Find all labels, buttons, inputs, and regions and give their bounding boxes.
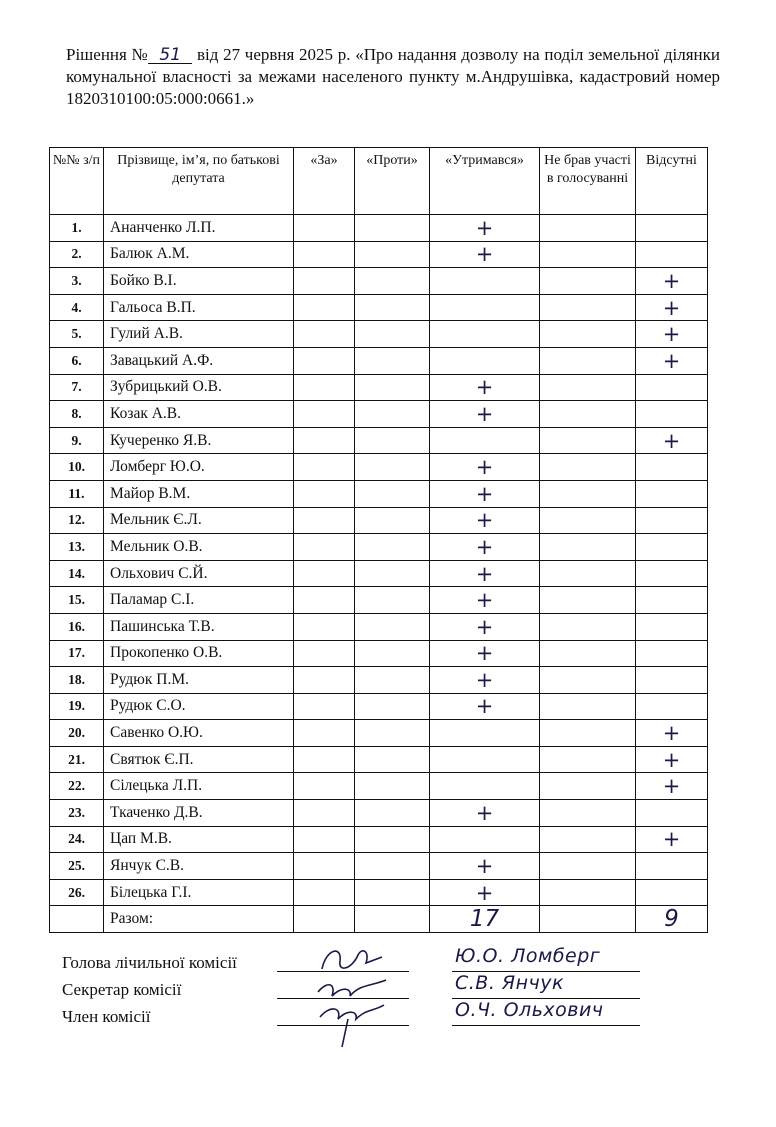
- vote-mark: +: [475, 401, 494, 426]
- row-number: 22.: [50, 773, 104, 800]
- vote-mark: +: [475, 694, 494, 719]
- row-number: 11.: [50, 480, 104, 507]
- vote-mark: +: [475, 215, 494, 240]
- vote-cell-against: [355, 613, 430, 640]
- vote-cell-for: [294, 374, 355, 401]
- vote-mark: +: [475, 641, 494, 666]
- vote-cell-for: [294, 853, 355, 880]
- row-number: 7.: [50, 374, 104, 401]
- vote-cell-for: [294, 640, 355, 667]
- vote-cell-against: [355, 241, 430, 268]
- vote-cell-against: [355, 746, 430, 773]
- vote-cell-not-voted: [540, 693, 636, 720]
- vote-cell-abstained: [430, 401, 540, 428]
- signed-name: Ю.О. Ломберг: [455, 945, 601, 967]
- row-number: 17.: [50, 640, 104, 667]
- row-number: 16.: [50, 613, 104, 640]
- deputy-name: Білецька Г.І.: [104, 879, 294, 906]
- vote-cell-absent: [636, 667, 708, 694]
- vote-cell-against: [355, 879, 430, 906]
- total-row: [50, 906, 708, 933]
- vote-cell-abstained: [430, 853, 540, 880]
- table-row: [50, 401, 708, 428]
- vote-mark: +: [475, 614, 494, 639]
- vote-mark: +: [475, 481, 494, 506]
- counting-commission: [62, 945, 722, 1073]
- vote-cell-not-voted: [540, 427, 636, 454]
- vote-cell-for: [294, 587, 355, 614]
- table-row: [50, 294, 708, 321]
- deputy-name: Ананченко Л.П.: [104, 215, 294, 242]
- vote-cell-abstained: [430, 746, 540, 773]
- vote-cell-not-voted: [540, 587, 636, 614]
- vote-cell-not-voted: [540, 401, 636, 428]
- total-against: [355, 906, 430, 933]
- vote-mark: +: [662, 322, 681, 347]
- header-against: «Проти»: [355, 148, 430, 215]
- commission-row-member: [62, 999, 722, 1031]
- vote-cell-abstained: [430, 427, 540, 454]
- vote-mark: +: [662, 348, 681, 373]
- vote-cell-not-voted: [540, 241, 636, 268]
- table-row: [50, 454, 708, 481]
- table-row: [50, 587, 708, 614]
- table-row: [50, 853, 708, 880]
- table-row: [50, 746, 708, 773]
- row-number: 9.: [50, 427, 104, 454]
- vote-cell-against: [355, 667, 430, 694]
- total-absent: 9: [636, 906, 708, 933]
- header-abstained: «Утримався»: [430, 148, 540, 215]
- vote-cell-absent: [636, 746, 708, 773]
- vote-cell-for: [294, 268, 355, 295]
- vote-cell-for: [294, 401, 355, 428]
- vote-cell-absent: [636, 773, 708, 800]
- table-row: [50, 560, 708, 587]
- vote-cell-against: [355, 215, 430, 242]
- vote-cell-for: [294, 667, 355, 694]
- deputy-name: Рудюк С.О.: [104, 693, 294, 720]
- deputy-name: Майор В.М.: [104, 480, 294, 507]
- table-row: [50, 800, 708, 827]
- vote-cell-absent: [636, 560, 708, 587]
- row-number: 20.: [50, 720, 104, 747]
- deputy-name: Бойко В.І.: [104, 268, 294, 295]
- vote-cell-not-voted: [540, 773, 636, 800]
- table-row: [50, 268, 708, 295]
- vote-cell-for: [294, 826, 355, 853]
- vote-cell-for: [294, 480, 355, 507]
- total-abstained: 17: [430, 906, 540, 933]
- vote-cell-against: [355, 800, 430, 827]
- vote-cell-for: [294, 534, 355, 561]
- vote-cell-for: [294, 613, 355, 640]
- vote-cell-absent: [636, 294, 708, 321]
- table-row: [50, 427, 708, 454]
- deputy-name: Балюк А.М.: [104, 241, 294, 268]
- vote-cell-against: [355, 773, 430, 800]
- row-number: 6.: [50, 347, 104, 374]
- vote-cell-not-voted: [540, 374, 636, 401]
- vote-cell-not-voted: [540, 480, 636, 507]
- voting-table: [49, 147, 708, 933]
- vote-cell-absent: [636, 401, 708, 428]
- table-row: [50, 640, 708, 667]
- table-row: [50, 826, 708, 853]
- vote-cell-abstained: [430, 640, 540, 667]
- vote-cell-for: [294, 879, 355, 906]
- table-row: [50, 720, 708, 747]
- vote-cell-not-voted: [540, 347, 636, 374]
- vote-cell-abstained: [430, 826, 540, 853]
- vote-cell-for: [294, 560, 355, 587]
- commission-role: Голова лічильної комісії: [62, 953, 237, 972]
- vote-cell-absent: [636, 879, 708, 906]
- vote-mark: +: [662, 747, 681, 772]
- table-row: [50, 241, 708, 268]
- row-number: 26.: [50, 879, 104, 906]
- vote-cell-abstained: [430, 773, 540, 800]
- vote-cell-not-voted: [540, 215, 636, 242]
- vote-cell-against: [355, 534, 430, 561]
- signature-mark: [312, 993, 392, 1049]
- row-number: 1.: [50, 215, 104, 242]
- row-number: 21.: [50, 746, 104, 773]
- table-row: [50, 480, 708, 507]
- vote-cell-for: [294, 215, 355, 242]
- vote-cell-not-voted: [540, 507, 636, 534]
- vote-cell-absent: [636, 853, 708, 880]
- decision-header: [66, 44, 720, 110]
- vote-cell-not-voted: [540, 800, 636, 827]
- vote-cell-not-voted: [540, 826, 636, 853]
- vote-cell-not-voted: [540, 321, 636, 348]
- vote-cell-for: [294, 800, 355, 827]
- vote-cell-absent: [636, 215, 708, 242]
- vote-cell-against: [355, 720, 430, 747]
- vote-cell-absent: [636, 480, 708, 507]
- vote-cell-absent: [636, 587, 708, 614]
- deputy-name: Козак А.В.: [104, 401, 294, 428]
- vote-mark: +: [662, 774, 681, 799]
- vote-cell-absent: [636, 374, 708, 401]
- vote-cell-not-voted: [540, 667, 636, 694]
- table-header-row: [50, 148, 708, 215]
- vote-cell-abstained: [430, 560, 540, 587]
- table-row: [50, 879, 708, 906]
- deputy-name: Гальоса В.П.: [104, 294, 294, 321]
- vote-cell-abstained: [430, 693, 540, 720]
- vote-mark: +: [475, 508, 494, 533]
- vote-cell-for: [294, 720, 355, 747]
- decision-number: 51: [148, 47, 192, 64]
- header-absent: Відсутні: [636, 148, 708, 215]
- vote-cell-against: [355, 826, 430, 853]
- vote-cell-absent: [636, 268, 708, 295]
- deputy-name: Ольхович С.Й.: [104, 560, 294, 587]
- vote-cell-against: [355, 374, 430, 401]
- vote-cell-for: [294, 321, 355, 348]
- vote-cell-absent: [636, 613, 708, 640]
- vote-cell-absent: [636, 507, 708, 534]
- vote-mark: +: [475, 561, 494, 586]
- row-number: 15.: [50, 587, 104, 614]
- total-not-voted: [540, 906, 636, 933]
- deputy-name: Мельник О.В.: [104, 534, 294, 561]
- vote-cell-against: [355, 640, 430, 667]
- total-empty-cell: [50, 906, 104, 933]
- vote-cell-against: [355, 268, 430, 295]
- vote-mark: +: [475, 375, 494, 400]
- vote-cell-absent: [636, 640, 708, 667]
- row-number: 24.: [50, 826, 104, 853]
- vote-cell-abstained: [430, 800, 540, 827]
- vote-cell-absent: [636, 454, 708, 481]
- deputy-name: Янчук С.В.: [104, 853, 294, 880]
- table-row: [50, 347, 708, 374]
- name-line: [452, 1025, 640, 1026]
- deputy-name: Пашинська Т.В.: [104, 613, 294, 640]
- deputy-name: Паламар С.І.: [104, 587, 294, 614]
- deputy-name: Зубрицький О.В.: [104, 374, 294, 401]
- row-number: 10.: [50, 454, 104, 481]
- header-not-voted: Не брав участі в голосуванні: [540, 148, 636, 215]
- vote-cell-abstained: [430, 507, 540, 534]
- vote-cell-for: [294, 347, 355, 374]
- vote-cell-not-voted: [540, 720, 636, 747]
- commission-row-secretary: [62, 972, 722, 1004]
- commission-role: Секретар комісії: [62, 980, 182, 999]
- row-number: 2.: [50, 241, 104, 268]
- decision-prefix: Рішення №: [66, 45, 149, 64]
- vote-cell-absent: [636, 693, 708, 720]
- row-number: 5.: [50, 321, 104, 348]
- deputy-name: Цап М.В.: [104, 826, 294, 853]
- vote-mark: +: [475, 854, 494, 879]
- vote-mark: +: [662, 827, 681, 852]
- vote-cell-against: [355, 454, 430, 481]
- header-for: «За»: [294, 148, 355, 215]
- vote-cell-absent: [636, 534, 708, 561]
- vote-cell-abstained: [430, 347, 540, 374]
- vote-mark: +: [662, 295, 681, 320]
- table-row: [50, 321, 708, 348]
- vote-cell-not-voted: [540, 454, 636, 481]
- total-for: [294, 906, 355, 933]
- table-row: [50, 534, 708, 561]
- vote-cell-not-voted: [540, 853, 636, 880]
- row-number: 23.: [50, 800, 104, 827]
- vote-cell-abstained: [430, 613, 540, 640]
- vote-cell-abstained: [430, 294, 540, 321]
- vote-cell-for: [294, 746, 355, 773]
- commission-row-chair: [62, 945, 722, 977]
- table-row: [50, 613, 708, 640]
- vote-mark: +: [662, 268, 681, 293]
- vote-mark: +: [475, 880, 494, 905]
- signed-name: О.Ч. Ольхович: [455, 999, 604, 1021]
- vote-cell-absent: [636, 241, 708, 268]
- deputy-name: Мельник Є.Л.: [104, 507, 294, 534]
- decision-text: від 27 червня 2025 р. «Про надання дозволу на поділ земельної ділянки комунальної власності за межами населеного пункту м.Андрушівка, кадастровий номер 1820310100:05:000:0661.»: [66, 45, 720, 108]
- vote-cell-not-voted: [540, 560, 636, 587]
- vote-cell-abstained: [430, 667, 540, 694]
- row-number: 8.: [50, 401, 104, 428]
- vote-mark: +: [475, 667, 494, 692]
- table-row: [50, 667, 708, 694]
- row-number: 14.: [50, 560, 104, 587]
- deputy-name: Кучеренко Я.В.: [104, 427, 294, 454]
- vote-cell-against: [355, 347, 430, 374]
- vote-cell-absent: [636, 321, 708, 348]
- vote-cell-abstained: [430, 587, 540, 614]
- vote-cell-not-voted: [540, 534, 636, 561]
- vote-mark: +: [475, 242, 494, 267]
- vote-cell-against: [355, 321, 430, 348]
- vote-cell-for: [294, 507, 355, 534]
- vote-cell-absent: [636, 347, 708, 374]
- vote-cell-for: [294, 427, 355, 454]
- vote-mark: +: [475, 534, 494, 559]
- vote-cell-abstained: [430, 454, 540, 481]
- vote-mark: +: [662, 428, 681, 453]
- vote-cell-not-voted: [540, 613, 636, 640]
- table-row: [50, 773, 708, 800]
- deputy-name: Завацький А.Ф.: [104, 347, 294, 374]
- vote-cell-abstained: [430, 321, 540, 348]
- deputy-name: Савенко О.Ю.: [104, 720, 294, 747]
- vote-cell-not-voted: [540, 746, 636, 773]
- deputy-name: Ломберг Ю.О.: [104, 454, 294, 481]
- vote-cell-abstained: [430, 241, 540, 268]
- vote-cell-abstained: [430, 215, 540, 242]
- vote-cell-against: [355, 560, 430, 587]
- deputy-name: Рудюк П.М.: [104, 667, 294, 694]
- row-number: 13.: [50, 534, 104, 561]
- row-number: 4.: [50, 294, 104, 321]
- vote-cell-abstained: [430, 879, 540, 906]
- table-row: [50, 507, 708, 534]
- deputy-name: Сілецька Л.П.: [104, 773, 294, 800]
- header-number: №№ з/п: [50, 148, 104, 215]
- deputy-name: Ткаченко Д.В.: [104, 800, 294, 827]
- vote-cell-against: [355, 853, 430, 880]
- vote-cell-against: [355, 427, 430, 454]
- vote-cell-against: [355, 693, 430, 720]
- vote-cell-absent: [636, 720, 708, 747]
- signed-name: С.В. Янчук: [455, 972, 564, 994]
- table-row: [50, 374, 708, 401]
- vote-mark: +: [662, 721, 681, 746]
- deputy-name: Гулий А.В.: [104, 321, 294, 348]
- vote-mark: +: [475, 800, 494, 825]
- vote-cell-for: [294, 693, 355, 720]
- table-row: [50, 215, 708, 242]
- deputy-name: Святюк Є.П.: [104, 746, 294, 773]
- row-number: 25.: [50, 853, 104, 880]
- commission-role: Член комісії: [62, 1007, 151, 1026]
- vote-cell-abstained: [430, 534, 540, 561]
- vote-cell-abstained: [430, 268, 540, 295]
- vote-mark: +: [475, 588, 494, 613]
- vote-cell-for: [294, 773, 355, 800]
- vote-cell-not-voted: [540, 268, 636, 295]
- vote-cell-absent: [636, 800, 708, 827]
- deputy-name: Прокопенко О.В.: [104, 640, 294, 667]
- vote-cell-not-voted: [540, 879, 636, 906]
- vote-cell-for: [294, 294, 355, 321]
- vote-cell-not-voted: [540, 294, 636, 321]
- header-name: Прізвище, ім’я, по батькові депутата: [104, 148, 294, 215]
- vote-cell-abstained: [430, 374, 540, 401]
- table-body: [50, 215, 708, 906]
- row-number: 12.: [50, 507, 104, 534]
- row-number: 19.: [50, 693, 104, 720]
- vote-cell-abstained: [430, 480, 540, 507]
- table-row: [50, 693, 708, 720]
- vote-cell-against: [355, 401, 430, 428]
- vote-cell-against: [355, 507, 430, 534]
- vote-cell-abstained: [430, 720, 540, 747]
- vote-cell-against: [355, 480, 430, 507]
- total-label: Разом:: [104, 906, 294, 933]
- vote-cell-for: [294, 241, 355, 268]
- vote-cell-for: [294, 454, 355, 481]
- vote-mark: +: [475, 455, 494, 480]
- vote-cell-absent: [636, 427, 708, 454]
- vote-cell-against: [355, 587, 430, 614]
- row-number: 3.: [50, 268, 104, 295]
- vote-cell-not-voted: [540, 640, 636, 667]
- vote-cell-absent: [636, 826, 708, 853]
- vote-cell-against: [355, 294, 430, 321]
- row-number: 18.: [50, 667, 104, 694]
